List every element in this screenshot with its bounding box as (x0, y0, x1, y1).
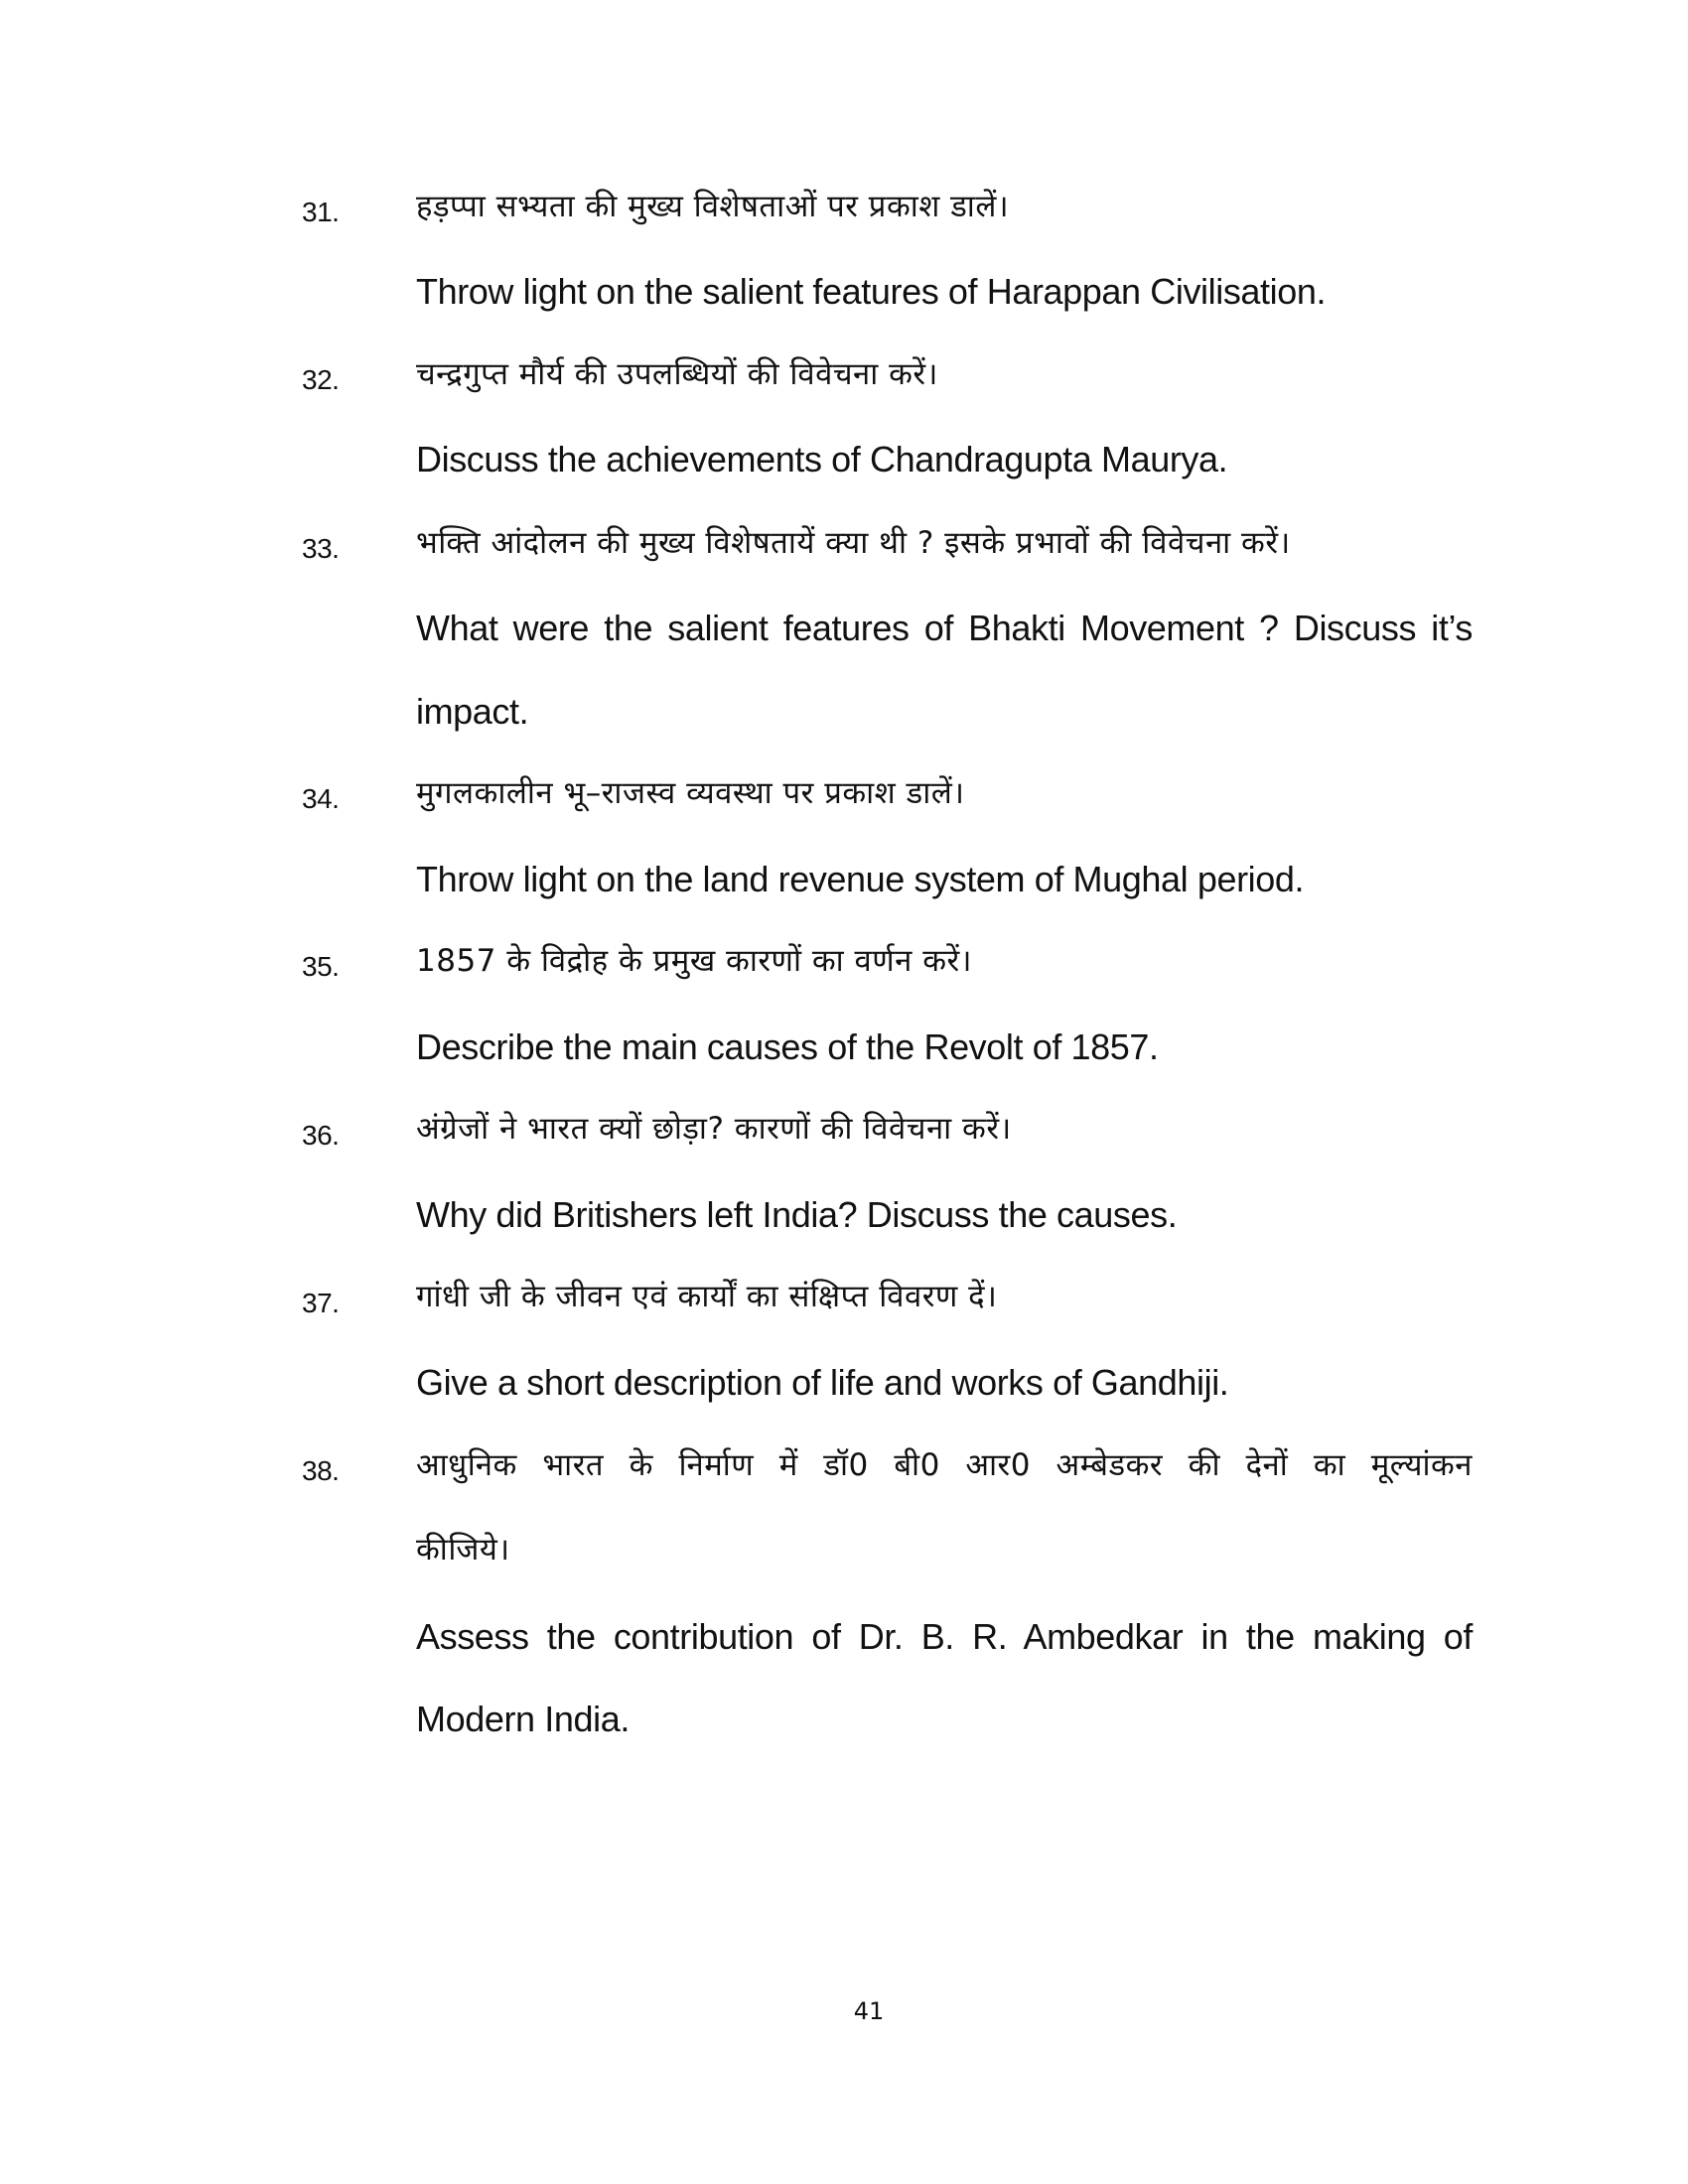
question-hindi: आधुनिक भारत के निर्माण में डॉ0 बी0 आर0 अम्बेडकर की देनों का मूल्यांकन (416, 1447, 1473, 1483)
question-number: 31. (302, 197, 340, 227)
question-hindi-continued: कीजिये। (416, 1532, 510, 1568)
question-number: 36. (302, 1120, 340, 1151)
question-hindi: मुगलकालीन भू–राजस्व व्यवस्था पर प्रकाश डालें। (416, 775, 965, 811)
question-english: Give a short description of life and works of Gandhiji. (416, 1362, 1229, 1403)
question-hindi: गांधी जी के जीवन एवं कार्यों का संक्षिप्त विवरण दें। (416, 1279, 998, 1314)
question-english: What were the salient features of Bhakti Movement ? Discuss it’s (416, 608, 1473, 648)
question-english: Describe the main causes of the Revolt of 1857. (416, 1026, 1159, 1067)
page-number: 41 (853, 1997, 885, 2025)
question-english: Assess the contribution of Dr. B. R. Ambedkar in the making of (416, 1616, 1473, 1657)
question-number: 32. (302, 364, 340, 395)
question-hindi: अंग्रेजों ने भारत क्यों छोड़ा? कारणों की विवेचना करें। (416, 1111, 1012, 1147)
question-hindi: 1857 के विद्रोह के प्रमुख कारणों का वर्णन करें। (416, 943, 972, 979)
question-english: Throw light on the land revenue system of Mughal period. (416, 859, 1305, 899)
question-hindi: भक्ति आंदोलन की मुख्य विशेषतायें क्या थी ? इसके प्रभावों की विवेचना करें। (416, 525, 1291, 561)
question-english: Why did Britishers left India? Discuss the causes. (416, 1194, 1178, 1235)
question-number: 35. (302, 951, 340, 982)
question-hindi: हड़प्पा सभ्यता की मुख्य विशेषताओं पर प्रकाश डालें। (416, 189, 1010, 224)
question-hindi: चन्द्रगुप्त मौर्य की उपलब्धियों की विवेचना करें। (416, 356, 938, 392)
question-number: 34. (302, 783, 340, 814)
question-english-continued: Modern India. (416, 1699, 630, 1739)
question-english: Throw light on the salient features of Harappan Civilisation. (416, 271, 1327, 312)
question-number: 38. (302, 1455, 340, 1486)
question-number: 37. (302, 1288, 340, 1318)
question-number: 33. (302, 533, 340, 564)
question-english: Discuss the achievements of Chandragupta Maurya. (416, 439, 1228, 479)
question-english-continued: impact. (416, 691, 529, 732)
